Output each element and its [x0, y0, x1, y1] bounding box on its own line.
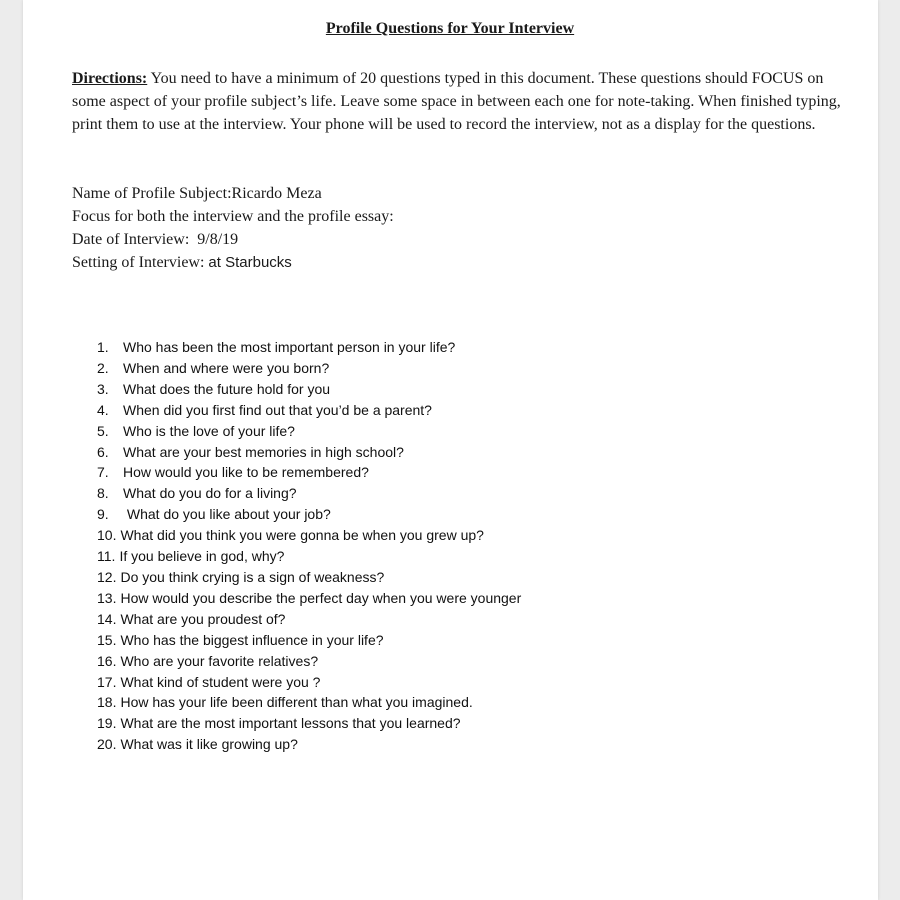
question-number: 5. — [97, 422, 109, 439]
question-number: 8. — [97, 485, 109, 502]
document-title: Profile Questions for Your Interview — [325, 20, 575, 37]
question-item — [97, 651, 521, 672]
question-text: What are your best memories in high school? — [123, 443, 404, 460]
question-text: If you believe in god, why? — [119, 548, 285, 565]
question-text: When and where were you born? — [123, 359, 330, 376]
question-text: How has your life been different than what you imagined. — [120, 694, 473, 711]
question-number: 12. — [97, 568, 117, 585]
question-item — [97, 567, 521, 588]
question-item — [97, 358, 521, 379]
question-number: 1. — [97, 339, 109, 355]
directions-label: Directions: — [72, 70, 148, 87]
question-number: 4. — [97, 401, 109, 418]
question-number: 18. — [97, 694, 117, 711]
question-text: When did you first find out that you’d be a parent? — [123, 401, 432, 418]
setting-label: Setting of Interview: — [72, 254, 205, 271]
directions-text: You need to have a minimum of 20 questions typed in this document. These questions should FOCUS on some aspect of your profile subject’s life. Leave some space in between each one for note-taking. When finished typing, print them to use at the interview. Your phone will be used to record the interview, not as a display for the questions. — [72, 70, 841, 133]
question-item — [97, 483, 521, 504]
question-item — [97, 734, 521, 755]
question-item — [97, 400, 521, 421]
question-number: 20. — [97, 736, 117, 753]
question-item — [97, 379, 521, 400]
question-number: 19. — [97, 715, 117, 732]
question-text: What do you do for a living? — [123, 485, 297, 502]
subject-row — [72, 182, 394, 205]
question-number: 3. — [97, 380, 109, 397]
question-item — [97, 630, 521, 651]
question-item — [97, 546, 521, 567]
focus-row — [72, 205, 394, 228]
question-text: What are the most important lessons that you learned? — [120, 715, 461, 732]
question-text: What did you think you were gonna be when you grew up? — [120, 527, 484, 544]
question-number: 10. — [97, 527, 117, 544]
question-item — [97, 504, 521, 525]
question-item — [97, 713, 521, 734]
question-item — [97, 672, 521, 693]
interview-info — [72, 182, 394, 274]
question-item — [97, 588, 521, 609]
question-text: What was it like growing up? — [120, 736, 298, 753]
question-text: Who has been the most important person in your life? — [123, 339, 456, 355]
question-text: How would you like to be remembered? — [123, 464, 369, 481]
question-item — [97, 692, 521, 713]
directions-paragraph — [72, 67, 842, 136]
question-item — [97, 442, 521, 463]
date-row — [72, 228, 394, 251]
subject-value: Ricardo Meza — [231, 185, 322, 202]
date-label: Date of Interview: — [72, 231, 190, 248]
question-number: 11. — [97, 548, 116, 565]
question-number: 16. — [97, 652, 117, 669]
question-item — [97, 609, 521, 630]
setting-value: at Starbucks — [208, 254, 292, 271]
question-text: Who has the biggest influence in your life? — [120, 631, 384, 648]
question-list — [97, 337, 521, 755]
question-item — [97, 337, 521, 358]
question-number: 6. — [97, 443, 109, 460]
setting-row — [72, 251, 394, 274]
question-text: Do you think crying is a sign of weakness? — [120, 568, 385, 585]
focus-label: Focus for both the interview and the profile essay: — [72, 208, 394, 225]
question-text: How would you describe the perfect day when you were younger — [120, 589, 522, 606]
question-text: What does the future hold for you — [123, 380, 331, 397]
question-number: 7. — [97, 464, 109, 481]
subject-label: Name of Profile Subject: — [72, 185, 232, 202]
question-item — [97, 421, 521, 442]
question-item — [97, 525, 521, 546]
question-number: 15. — [97, 631, 117, 648]
question-number: 9. — [97, 506, 109, 523]
question-number: 13. — [97, 589, 117, 606]
question-text: Who is the love of your life? — [123, 422, 295, 439]
question-text: Who are your favorite relatives? — [120, 652, 319, 669]
question-text: What are you proudest of? — [120, 610, 286, 627]
question-number: 14. — [97, 610, 117, 627]
question-text: What kind of student were you ? — [120, 673, 321, 690]
question-number: 17. — [97, 673, 117, 690]
question-item — [97, 462, 521, 483]
question-number: 2. — [97, 359, 109, 376]
date-value: 9/8/19 — [197, 231, 239, 248]
document-page — [23, 0, 878, 900]
question-text: What do you like about your job? — [123, 506, 331, 523]
